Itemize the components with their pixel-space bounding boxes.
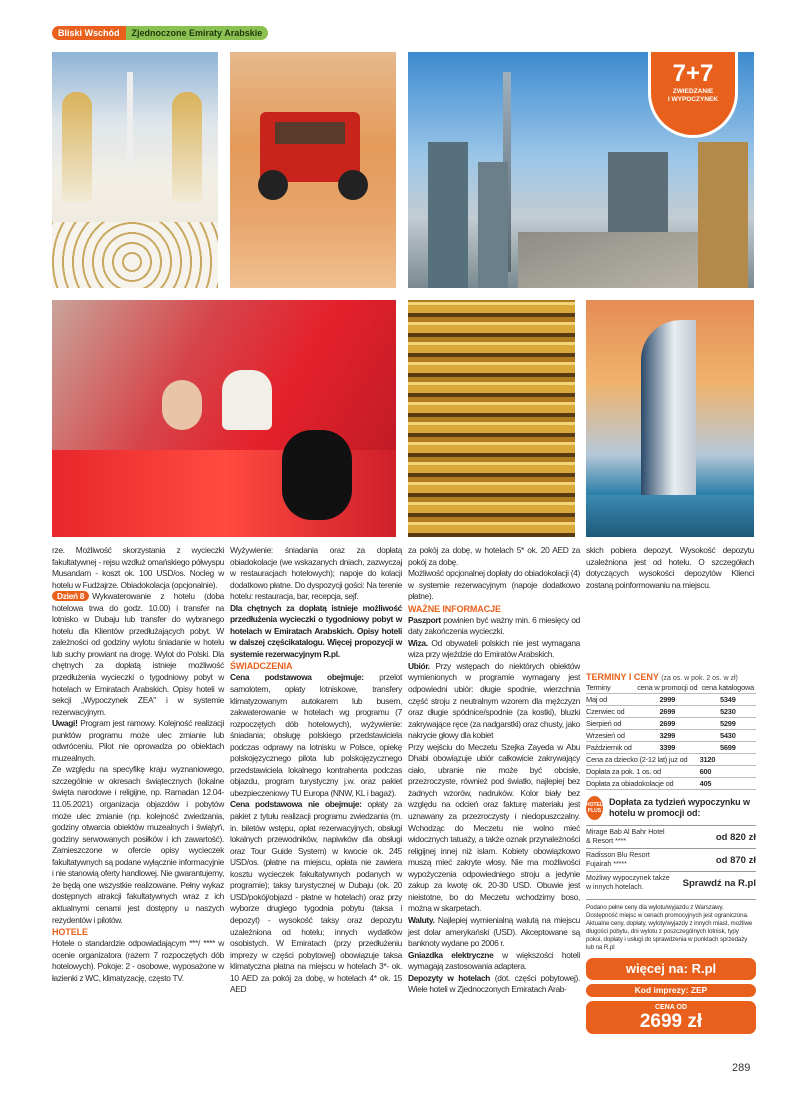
term-cell: Wrzesień od [586,730,635,742]
price-from-label: CENA OD [654,1004,688,1011]
extra-price-row [586,754,756,766]
prices-title: TERMINY I CENY [586,672,659,682]
paragraph-text: Wykwaterowanie z hotelu (doba hotelowa trwa do godz. 10.00) i transfer na lotnisko w Dubaju lub transfer do wybranego hotelu dla Klientów przedłużających pobyt. W zależności od godziny wylotu śniadanie w hotelu lub suchy prowiant na drogę. Wylot do Polski. Dla chętnych za dopłatą istnieje możliwość przedłużenia wycieczki o tygodniowy pobyt w hotelach w Emiratach Arabskich. Opisy hoteli w sekcji „Wypoczynek ZEA" i w systemie rezerwacyjnym. [52,591,224,717]
paragraph-text: rze. Możliwość skorzystania z wycieczki fakultatywnej - rejsu wzdłuż omańskiego półwyspu Musandam - koszt ok. 100 USD/os. Nocleg w hotelu w Fudżajrze. Obiadokolacja (opcjonalnie). [52,545,224,590]
header-cell: cena w promocji od [635,682,700,694]
text-column-4 [586,545,754,591]
sidebar-pricing [586,672,756,1034]
paragraph [408,568,580,603]
paragraph-lead: Wiza. [408,637,428,648]
price-row [586,694,756,706]
price-from-box [586,1001,756,1034]
photo-mosque [52,52,218,288]
paragraph [408,915,580,950]
paragraph-lead: Uwagi! [52,718,78,729]
badge-line2: I WYPOCZYNEK [667,96,719,103]
extra-label: Dopłata za obiadokolacje od [586,778,700,790]
price-cell: 3399 [635,742,700,754]
paragraph-lead: Paszport [408,614,441,625]
hotel-plus-row [586,871,756,894]
header-cell: cena katalogowa [701,683,755,692]
hotel-plus-badge-line2: PLUS [587,808,602,814]
paragraph-text: Najlepiej wymienialną walutą na miejscu jest dolar amerykański (USD). Akceptowane są banknoty wydane po 2006 r. [408,914,580,949]
text-column-2 [230,545,402,996]
extra-price-row [586,766,756,778]
paragraph [408,615,580,638]
term-cell: Sierpień od [586,718,635,730]
price-cell: 3299 [635,730,700,742]
extra-label: Dopłata za pok. 1 os. od [586,766,700,778]
extra-value: 600 [700,766,756,778]
paragraph [52,545,224,591]
hotel-name: Możliwy wypoczynek także w innych hotelach. [586,875,670,891]
paragraph-text: Możliwość opcjonalnej dopłaty do obiadokolacji (4) w systemie rezerwacyjnym (napoje dodatkowo płatne). [408,568,580,602]
price-row [586,730,756,742]
hotel-plus-icon [586,796,603,820]
price-cell: 5430 [700,730,756,742]
price-row [586,718,756,730]
section-heading: HOTELE [52,927,88,938]
hotel-plus-header [586,796,756,820]
price-row [586,742,756,754]
paragraph-text: Od obywateli polskich nie jest wymagana wiza przy wjeździe do Emiratów Arabskich. [408,637,580,660]
paragraph-text: Wyżywienie: śniadania oraz za dopłatą obiadokolacje (we wskazanych dniach, zazwyczaj w restauracjach hotelowych); napoje do kolacji dodatkowo płatne. Do dyspozycji gości: Na terenie hotelu: restauracja, bar, recepcja, sejf. [230,545,402,602]
price-cell: 5349 [700,694,756,706]
paragraph [408,950,580,973]
paragraph [230,603,402,661]
extra-label: Cena za dziecko (2-12 lat) już od [586,754,700,766]
paragraph-text: Przy wejściu do Meczetu Szejka Zayeda w Abu Dhabi obowiązuje ubiór całkowicie zakrywający ciało, ubranie nie może być obcisłe, przezroczyste, również pod światło, najlepiej bez żadnych wzorów, nadruków. Kolor biały bez względu na odcień oraz fakturę materiału jest uznawany za przezroczysty i niedopuszczalny. Wchodząc do Meczetu nie wolno mieć widocznych tatuaży, a także oznak przynależności religijnej innej niż islam. Kobiety obowiązkowo muszą mieć zakryte włosy. Nie ma możliwości wypożyczenia odpowiedniego stroju a jedynie zakup za kwotę ok. 20-30 USD. Obuwie jest nieistotne, bo do Meczetu wchodzimy boso, można w skarpetach. [408,741,580,914]
extra-value: 3120 [700,754,756,766]
paragraph [586,545,754,591]
hotel-plus-title: Dopłata za tydzień wypoczynku w hotelu w promocji od: [608,797,750,818]
extra-value: 405 [700,778,756,790]
page-number: 289 [732,1062,751,1074]
term-cell: Maj od [586,694,635,706]
paragraph-text: Ze względu na specyfikę kraju wyznaniowego, szczególnie w okresach świątecznych (lokalne święta narodowe i religijne, np. Ramadan 12.04-11.05.2021) organizacja objazdów i pobytów może ulec zmianie (np. kolejność zwiedzania, godziny otwarcia obiektów muzealnych i świątyń, godziny serwowanych posiłków i ich zawartość). Zamieszczone w ofercie opisy wycieczek fakultatywnych są podane wyłącznie informacyjnie i nie stanowią oferty handlowej. Nie gwarantujemy, że będą one wszystkie realizowane. Pełny wykaz dostępnych atrakcji fakultatywnych wraz z ich aktualnymi cenami jest dostępny u naszych rezydentów i pilotów. [52,764,224,925]
paragraph [230,672,402,799]
photo-burj-al-arab [586,300,754,537]
hotel-plus-badge-line1: HOTEL [586,802,603,808]
price-cell: 5699 [700,742,756,754]
hotel-name: Mirage Bab Al Bahr Hotel & Resort **** [586,829,665,845]
term-cell: Październik od [586,742,635,754]
badge-title: 7+7 [672,60,714,87]
section-heading: WAŻNE INFORMACJE [408,603,501,614]
hotel-price: od 870 zł [715,854,756,866]
price-cell: 5299 [700,718,756,730]
paragraph-text: w większości hoteli wymagają zastosowania adaptera. [408,949,580,972]
paragraph-lead: Ubiór. [408,660,430,671]
price-footnote: Podano pełne ceny dla wylotu/wyjazdu z Warszawy. Dostępność miejsc w cenach promocyjnych jest ograniczona. Aktualne ceny, dopłaty, wyloty/wyjazdy z innych miast, możliwe długości pobytu, dni wylotu z poszczególnych lotnisk, typy pokoi, dopłaty i usługi do sprawdzenia w punktach sprzedaży lub na R.pl [586,899,756,952]
prices-heading [586,672,756,682]
prices-table [586,682,756,790]
term-cell: Czerwiec od [586,706,635,718]
hotel-plus-row [586,825,756,848]
hotel-name: Radisson Blu Resort Fujairah ***** [586,852,650,868]
paragraph-text: Hotele o standardzie odpowiadającym ***/ **** w ocenie organizatora (razem 7 rozpoczętych dób hotelowych). Pokoje: 2 - osobowe, wyposażone w łazienki z WC, klimatyzację, często TV. [52,938,224,983]
prices-subtitle: (za os. w pok. 2 os. w zł) [661,675,738,682]
paragraph-lead: Dla chętnych za dopłatą istnieje możliwość przedłużenia wycieczki o tygodniowy pobyt w hotelach w Emiratach Arabskich. Opisy hoteli w dalszej częścikatalogu. Więcej propozycji w systemie rezerwacyjnym R.pl. [230,602,402,659]
paragraph [408,545,580,568]
paragraph-lead: Cena podstawowa nie obejmuje: [230,799,362,810]
photo-dubai-skyline [408,52,754,288]
price-row [586,706,756,718]
more-info-button[interactable]: więcej na: R.pl [586,958,756,980]
photo-jeep-desert [230,52,396,288]
badge-line1: ZWIEDZANIE [672,88,714,95]
paragraph [52,938,224,984]
paragraph-text: przelot samolotem, opłaty lotniskowe, transfery klimatyzowanym autokarem lub busem, zakwaterowanie w hotelach wg programu (7 rozpoczętych dób hotelowych), wyżywienie: śniadania; obsługę polskiego przedstawiciela podczas odprawy na lotnisku w Polsce, opiekę polskojęzycznego pilota lub polskojęzycznego przedstawiciela lokalnego kontrahenta podczas objazdu, program turystyczny j.w. oraz pakiet ubezpieczeniowy TU Europa (NNW, KL i bagaż). [230,672,402,798]
price-cell: 2999 [635,694,700,706]
prices-header-row [586,682,756,694]
paragraph-text: Przy wstępach do niektórych obiektów wymienionych w programie wymagany jest odpowiedni ubiór: długie spodnie, wierzchnia część stroju z neutralnym wzorem dla mężczyzn oraz długie spódnice/spodnie (za kostki), bluzki zakrywające ręce (za nadgarstki) oraz chusty, jako nakrycie głowy dla kobiet [408,660,580,741]
hotel-price: od 820 zł [715,831,756,843]
paragraph [230,545,402,603]
paragraph [408,638,580,661]
header-cell: Terminy [586,682,635,694]
breadcrumb [52,26,268,40]
paragraph [408,742,580,915]
hotel-price[interactable]: Sprawdź na R.pl [682,877,756,889]
extra-price-row [586,778,756,790]
paragraph-text: (dot. części pobytowej). Wiele hoteli w Zjednoczonych Emiratach Arab- [408,972,580,995]
paragraph [52,591,224,718]
paragraph-lead: Depozyty w hotelach [408,972,491,983]
text-column-1 [52,545,224,984]
paragraph-text: Program jest ramowy. Kolejność realizacji punktów programu może ulec zmianie lub odwróceniu. Pilot nie oprowadza po obiektach muzealnych. [52,718,225,763]
paragraph [52,718,224,764]
paragraph [52,764,224,926]
trip-code-badge: Kod imprezy: ZEP [586,984,756,997]
price-cell: 2699 [635,718,700,730]
paragraph-lead: Gniazdka elektryczne [408,949,494,960]
text-column-3 [408,545,580,996]
day-badge: Dzień 8 [52,591,89,601]
paragraph-lead: Cena podstawowa obejmuje: [230,672,364,683]
paragraph [408,661,580,742]
photo-ferrari-world [52,300,396,537]
hotel-plus-row [586,848,756,871]
section-heading: ŚWIADCZENIA [230,661,293,672]
photo-gold-bangles [408,300,575,537]
paragraph-text: skich pobiera depozyt. Wysokość depozytu uzależniona jest od hotelu. O szczegółach dotyczących wysokości depozytów Klienci zostaną poinformowaniu na miejscu. [586,545,754,590]
paragraph-text: za pokój za dobę, w hotelach 5* ok. 20 AED za pokój za dobę. [408,545,580,567]
price-from-value: 2699 zł [639,1011,703,1032]
paragraph-text: opłaty za pakiet z tytułu realizacji programu zwiedzania (m. in. biletów wstępu, opłat rezerwacyjnych, obsługi lokalnych przewodników, napiwków dla obsługi oraz Tour Guide System) w kwocie ok. 245 USD/os. (płatne na miejscu, opłata nie zawiera kosztu wycieczek fakultatywnych podanych w programie); taksy turystycznej w Dubaju (ok. 20 USD/pokój/objazd - płatne w hotelach) oraz przy wyborze drugiego tygodnia pobytu (taksa i depozyt) - wysokość taksy oraz depozytu uzależniona od hotelu; innych wydatków osobistych. W Emiratach (przy przedłużeniu imprezy w części pobytowej) obowiązuje taksa klimatyczna płatna na miejscu w hotelach 3*- ok. 10 AED za pokój za dobę, w hotelach 4* ok. 15 AED [230,799,402,995]
breadcrumb-section[interactable]: Bliski Wschód [52,26,126,40]
paragraph [408,973,580,996]
breadcrumb-country[interactable]: Zjednoczone Emiraty Arabskie [126,26,269,40]
paragraph-lead: Waluty. [408,914,435,925]
price-cell: 2699 [635,706,700,718]
price-cell: 5230 [700,706,756,718]
paragraph-text: powinien być ważny min. 6 miesięcy od daty zakończenia wycieczki. [408,614,580,637]
paragraph [230,799,402,995]
badge-7-plus-7 [648,52,738,138]
